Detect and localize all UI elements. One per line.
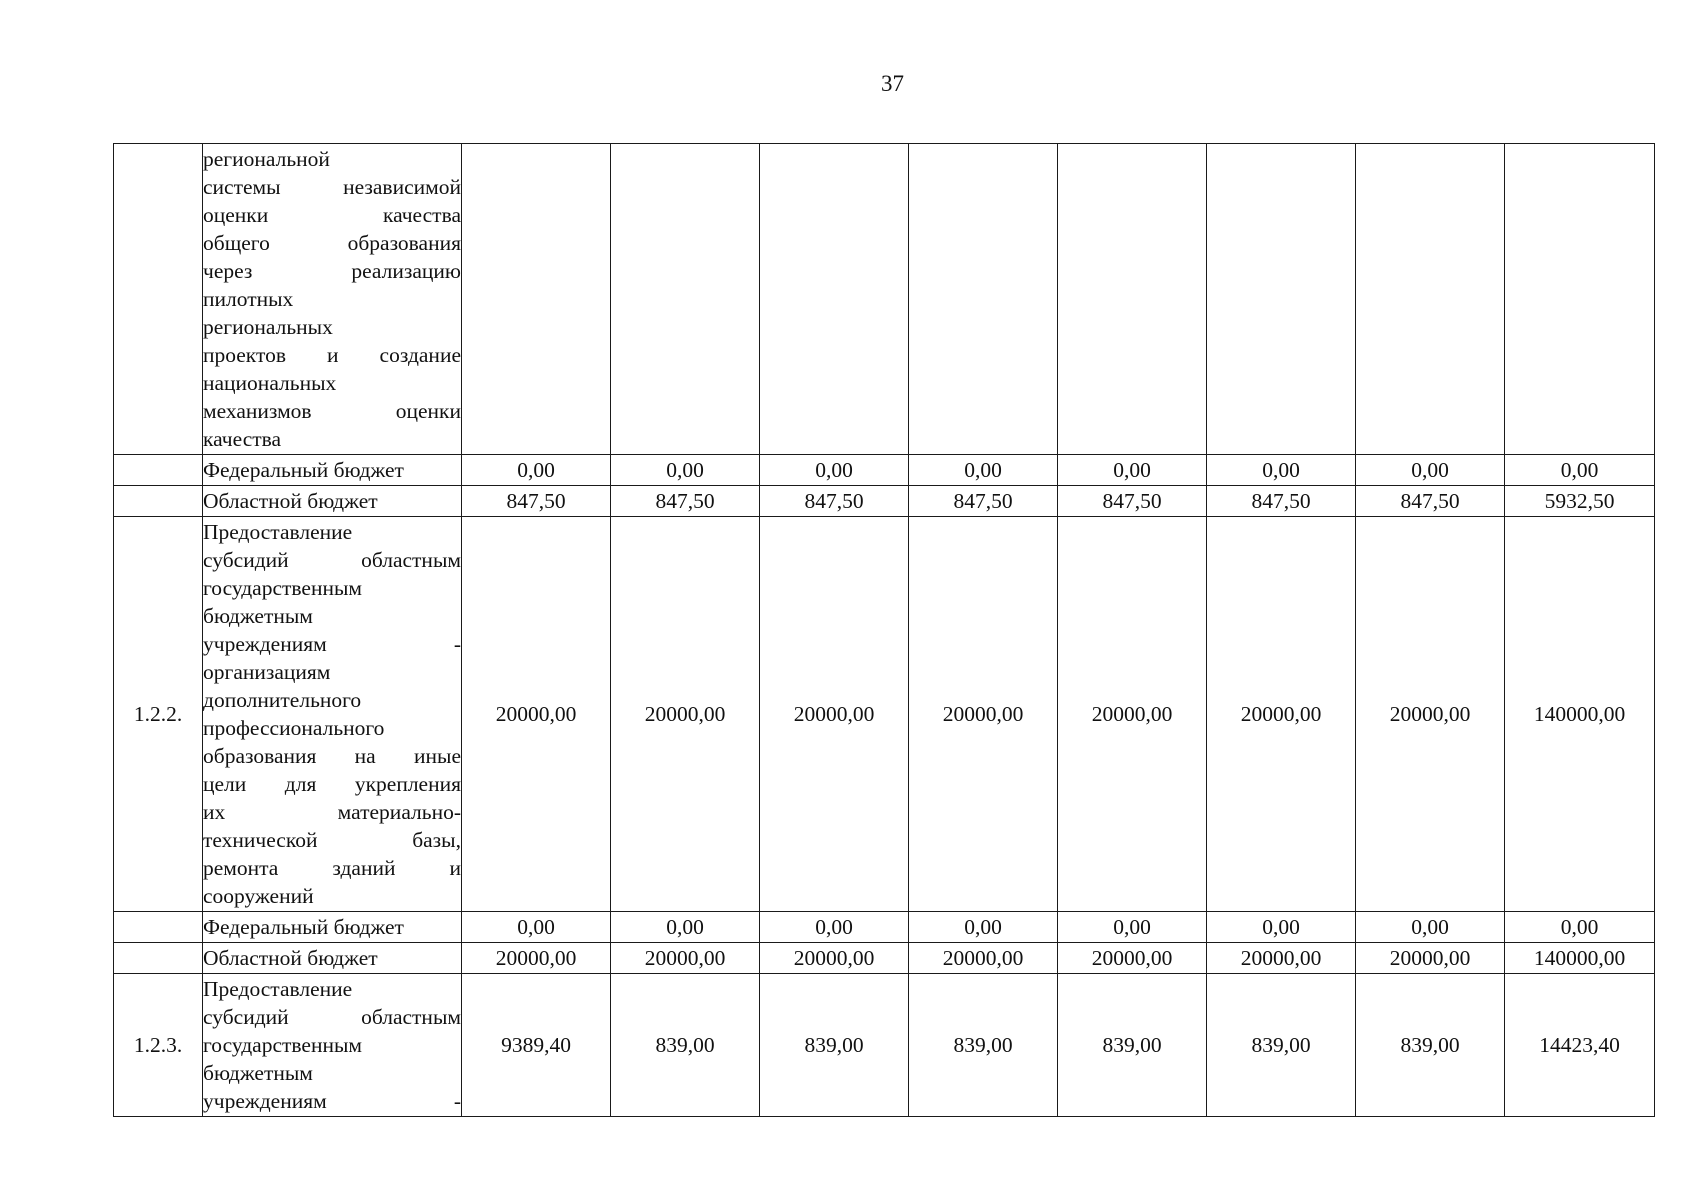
page-number: 37 xyxy=(881,71,904,96)
amount-cell: 5932,50 xyxy=(1505,486,1655,517)
amount-cell: 847,50 xyxy=(909,486,1058,517)
amount-cell: 20000,00 xyxy=(462,517,611,912)
activity-row xyxy=(114,517,1655,912)
amount-cell xyxy=(1505,144,1655,455)
description-line: государственным xyxy=(203,576,363,600)
amount-cell: 847,50 xyxy=(1058,486,1207,517)
amount-cell: 20000,00 xyxy=(1207,517,1356,912)
description-line: оценки качества xyxy=(203,203,461,227)
amount-cell: 847,50 xyxy=(1356,486,1505,517)
amount-cell: 0,00 xyxy=(1356,912,1505,943)
amount-cell: 0,00 xyxy=(611,455,760,486)
amount-cell: 0,00 xyxy=(909,912,1058,943)
item-number-cell: 1.2.2. xyxy=(114,517,203,912)
amount-cell xyxy=(1058,144,1207,455)
amount-cell: 839,00 xyxy=(909,974,1058,1117)
description-line: качества xyxy=(203,427,282,451)
item-number-cell xyxy=(114,912,203,943)
description-line: пилотных xyxy=(203,287,294,311)
amount-cell: 20000,00 xyxy=(909,943,1058,974)
activity-description-cell xyxy=(203,974,462,1117)
amount-cell: 847,50 xyxy=(1207,486,1356,517)
amount-cell: 839,00 xyxy=(760,974,909,1117)
amount-cell: 140000,00 xyxy=(1505,517,1655,912)
description-line: бюджетным xyxy=(203,604,313,628)
item-number-cell xyxy=(114,144,203,455)
amount-cell: 0,00 xyxy=(760,455,909,486)
amount-cell xyxy=(462,144,611,455)
description-line: общего образования xyxy=(203,231,461,255)
amount-cell: 20000,00 xyxy=(1356,943,1505,974)
budget-source-label: Федеральный бюджет xyxy=(203,455,462,486)
budget-source-label: Областной бюджет xyxy=(203,486,462,517)
budget-row xyxy=(114,943,1655,974)
amount-cell: 0,00 xyxy=(909,455,1058,486)
amount-cell: 0,00 xyxy=(1207,912,1356,943)
amount-cell: 20000,00 xyxy=(1356,517,1505,912)
amount-cell xyxy=(611,144,760,455)
description-line: национальных xyxy=(203,371,337,395)
description-line: региональных xyxy=(203,315,333,339)
amount-cell: 839,00 xyxy=(1207,974,1356,1117)
amount-cell: 0,00 xyxy=(1207,455,1356,486)
description-line: профессионального xyxy=(203,716,385,740)
description-line: субсидий областным xyxy=(203,548,461,572)
amount-cell: 140000,00 xyxy=(1505,943,1655,974)
activity-description-cell xyxy=(203,517,462,912)
description-line: Предоставление xyxy=(203,520,353,544)
description-line: их материально- xyxy=(203,800,461,824)
description-line: бюджетным xyxy=(203,1061,313,1085)
amount-cell: 0,00 xyxy=(462,455,611,486)
budget-row xyxy=(114,486,1655,517)
amount-cell: 20000,00 xyxy=(909,517,1058,912)
amount-cell: 0,00 xyxy=(1058,455,1207,486)
amount-cell: 20000,00 xyxy=(1058,943,1207,974)
amount-cell: 0,00 xyxy=(1505,912,1655,943)
amount-cell: 847,50 xyxy=(611,486,760,517)
amount-cell xyxy=(1356,144,1505,455)
amount-cell: 20000,00 xyxy=(1058,517,1207,912)
amount-cell: 20000,00 xyxy=(1207,943,1356,974)
amount-cell xyxy=(909,144,1058,455)
budget-source-label: Федеральный бюджет xyxy=(203,912,462,943)
table-body xyxy=(114,144,1655,1117)
description-line: системы независимой xyxy=(203,175,461,199)
amount-cell: 9389,40 xyxy=(462,974,611,1117)
amount-cell: 839,00 xyxy=(611,974,760,1117)
amount-cell: 839,00 xyxy=(1356,974,1505,1117)
activity-row xyxy=(114,144,1655,455)
description-line: субсидий областным xyxy=(203,1005,461,1029)
activity-description-cell xyxy=(203,144,462,455)
amount-cell: 20000,00 xyxy=(611,517,760,912)
amount-cell: 839,00 xyxy=(1058,974,1207,1117)
description-line: ремонта зданий и xyxy=(203,856,461,880)
activity-row xyxy=(114,974,1655,1117)
item-number-cell xyxy=(114,943,203,974)
description-line: цели для укрепления xyxy=(203,772,461,796)
amount-cell: 20000,00 xyxy=(760,517,909,912)
description-line: Предоставление xyxy=(203,977,353,1001)
amount-cell: 847,50 xyxy=(760,486,909,517)
amount-cell: 20000,00 xyxy=(462,943,611,974)
description-line: учреждениям - xyxy=(203,632,461,656)
amount-cell: 0,00 xyxy=(760,912,909,943)
description-line: организациям xyxy=(203,660,331,684)
amount-cell: 0,00 xyxy=(1356,455,1505,486)
amount-cell: 0,00 xyxy=(1505,455,1655,486)
budget-table xyxy=(113,143,1655,1117)
amount-cell: 0,00 xyxy=(462,912,611,943)
description-line: через реализацию xyxy=(203,259,461,283)
amount-cell: 14423,40 xyxy=(1505,974,1655,1117)
amount-cell xyxy=(1207,144,1356,455)
amount-cell: 20000,00 xyxy=(760,943,909,974)
item-number-cell xyxy=(114,455,203,486)
amount-cell: 847,50 xyxy=(462,486,611,517)
budget-row xyxy=(114,912,1655,943)
amount-cell: 0,00 xyxy=(1058,912,1207,943)
budget-source-label: Областной бюджет xyxy=(203,943,462,974)
description-line: сооружений xyxy=(203,884,314,908)
amount-cell: 20000,00 xyxy=(611,943,760,974)
description-line: проектов и создание xyxy=(203,343,461,367)
amount-cell xyxy=(760,144,909,455)
budget-row xyxy=(114,455,1655,486)
item-number-cell xyxy=(114,486,203,517)
description-line: механизмов оценки xyxy=(203,399,461,423)
description-line: региональной xyxy=(203,147,330,171)
description-line: технической базы, xyxy=(203,828,461,852)
description-line: учреждениям - xyxy=(203,1089,461,1113)
description-line: образования на иные xyxy=(203,744,461,768)
description-line: дополнительного xyxy=(203,688,362,712)
description-line: государственным xyxy=(203,1033,363,1057)
item-number-cell: 1.2.3. xyxy=(114,974,203,1117)
amount-cell: 0,00 xyxy=(611,912,760,943)
